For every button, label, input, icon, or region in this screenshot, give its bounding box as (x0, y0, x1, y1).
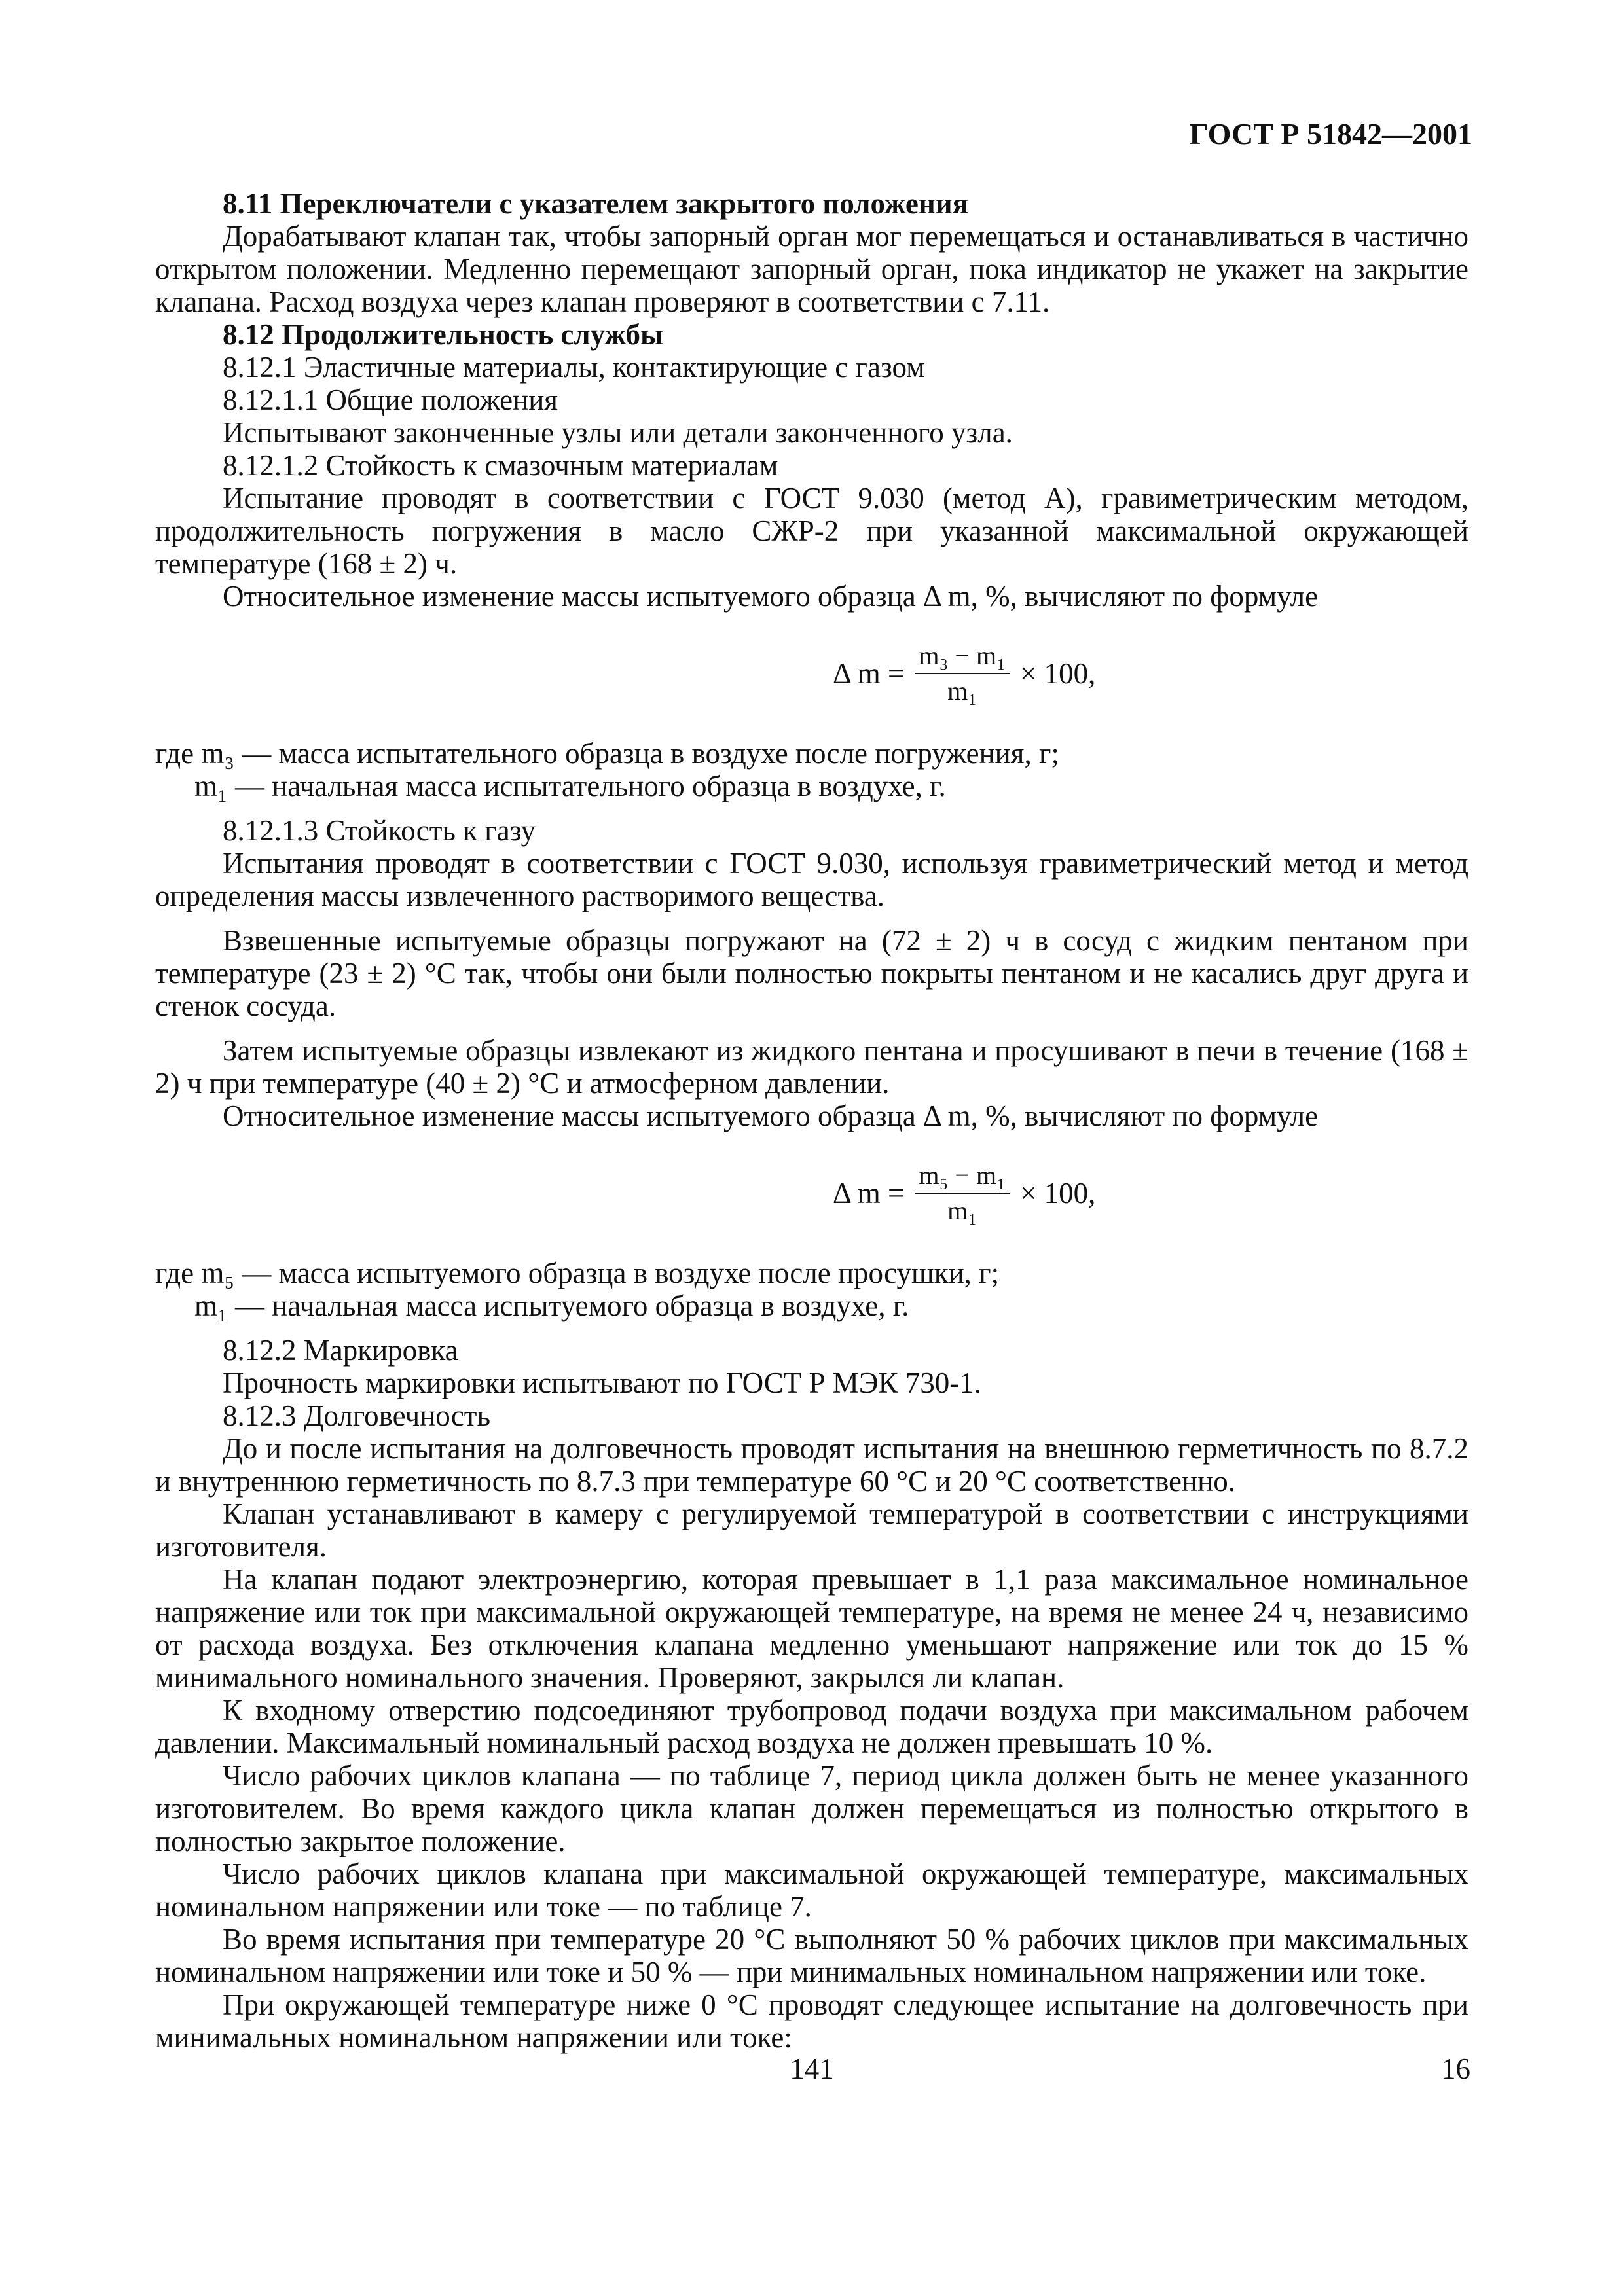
paragraph: При окружающей температуре ниже 0 °С проводят следующее испытание на долговечность при минимальных номинальном напряжении или токе: (155, 1988, 1468, 2054)
section-heading-8-11: 8.11 Переключатели с указателем закрытого положения (223, 187, 969, 220)
formula-legend: где m₃ — масса испытательного образца в воздухе после погружения, г; (155, 737, 1059, 770)
formula-denominator: m₁ (947, 1196, 977, 1225)
subsection-heading: 8.12.1.1 Общие положения (223, 384, 558, 416)
paragraph: На клапан подают электроэнергию, которая превышает в 1,1 раза максимальное номинальное напряжение или ток при максимальной окружающей температуре, на время не менее 24 ч, независимо от расхода воздуха. Без отключения клапана медленно уменьшают напряжение или ток до 15 % минимального номинального значения. Проверяют, закрылся ли клапан. (155, 1563, 1468, 1694)
formula-legend: где m₅ — масса испытуемого образца в воздухе после просушки, г; (155, 1257, 1000, 1289)
paragraph: Дорабатывают клапан так, чтобы запорный орган мог перемещаться и останавливаться в частично открытом положении. Медленно перемещают запорный орган, пока индикатор не укажет на закрытие клапана. Расход воздуха через клапан проверяют в соответствии с 7.11. (155, 220, 1468, 318)
subsection-heading: 8.12.1 Эластичные материалы, контактирующие с газом (223, 351, 925, 384)
paragraph: Во время испытания при температуре 20 °С выполняют 50 % рабочих циклов при максимальных номинальном напряжении или токе и 50 % — при минимальных номинальном напряжении или токе. (155, 1923, 1468, 1988)
formula-legend: m₁ — начальная масса испытуемого образца в воздухе, г. (194, 1289, 909, 1322)
paragraph: Клапан устанавливают в камеру с регулируемой температурой в соответствии с инструкциями изготовителя. (155, 1498, 1468, 1563)
paragraph: Взвешенные испытуемые образцы погружают на (72 ± 2) ч в сосуд с жидким пентаном при температуре (23 ± 2) °С так, чтобы они были полностью покрыты пентаном и не касались друг друга и стенок сосуда. (155, 924, 1468, 1022)
formula-numerator: m₅ − m₁ (915, 1160, 1010, 1194)
paragraph: Число рабочих циклов клапана при максимальной окружающей температуре, максимальных номинальном напряжении или токе — по таблице 7. (155, 1857, 1468, 1923)
formula-rhs: × 100, (1020, 1177, 1096, 1210)
formula-lhs: Δ m = (833, 1177, 905, 1210)
subsection-heading: 8.12.3 Долговечность (223, 1399, 490, 1432)
paragraph: Относительное изменение массы испытуемого образца Δ m, %, вычисляют по формуле (223, 580, 1319, 613)
formula-fraction (915, 640, 1010, 707)
document-id: ГОСТ Р 51842—2001 (1189, 117, 1472, 151)
formula-fraction (915, 1160, 1010, 1227)
paragraph: Испытания проводят в соответствии с ГОСТ 9.030, используя гравиметрический метод и метод определения массы извлеченного растворимого вещества. (155, 847, 1468, 912)
section-heading-8-12: 8.12 Продолжительность службы (223, 318, 664, 351)
formula-legend: m₁ — начальная масса испытательного образца в воздухе, г. (194, 770, 946, 802)
formula-rhs: × 100, (1020, 657, 1096, 690)
paragraph: К входному отверстию подсоединяют трубопровод подачи воздуха при максимальном рабочем давлении. Максимальный номинальный расход воздуха не должен превышать 10 %. (155, 1694, 1468, 1759)
subsection-heading: 8.12.1.2 Стойкость к смазочным материалам (223, 449, 778, 482)
paragraph: Число рабочих циклов клапана — по таблице 7, период цикла должен быть не менее указанного изготовителем. Во время каждого цикла клапан должен перемещаться из полностью открытого в полностью закрытое положение. (155, 1759, 1468, 1857)
formula-2 (155, 1132, 1468, 1257)
formula-denominator: m₁ (947, 676, 977, 706)
paragraph: Испытание проводят в соответствии с ГОСТ 9.030 (метод А), гравиметрическим методом, продолжительность погружения в масло СЖР-2 при указанной максимальной окружающей температуре (168 ± 2) ч. (155, 482, 1468, 580)
formula-numerator: m₃ − m₁ (915, 640, 1010, 674)
paragraph: Относительное изменение массы испытуемого образца Δ m, %, вычисляют по формуле (223, 1100, 1319, 1132)
formula-1 (155, 613, 1468, 737)
paragraph: До и после испытания на долговечность проводят испытания на внешнюю герметичность по 8.7.2 и внутреннюю герметичность по 8.7.3 при температуре 60 °С и 20 °С соответственно. (155, 1432, 1468, 1498)
paragraph: Затем испытуемые образцы извлекают из жидкого пентана и просушивают в печи в течение (168 ± 2) ч при температуре (40 ± 2) °С и атмосферном давлении. (155, 1034, 1468, 1100)
paragraph: Испытывают законченные узлы или детали законченного узла. (223, 416, 1013, 449)
paragraph: Прочность маркировки испытывают по ГОСТ Р МЭК 730-1. (223, 1367, 981, 1399)
body-text (155, 187, 1468, 2054)
formula-lhs: Δ m = (833, 657, 905, 690)
sheet-number: 16 (1441, 2053, 1470, 2085)
page-number: 141 (790, 2053, 834, 2085)
subsection-heading: 8.12.1.3 Стойкость к газу (223, 814, 536, 847)
subsection-heading: 8.12.2 Маркировка (223, 1334, 458, 1367)
